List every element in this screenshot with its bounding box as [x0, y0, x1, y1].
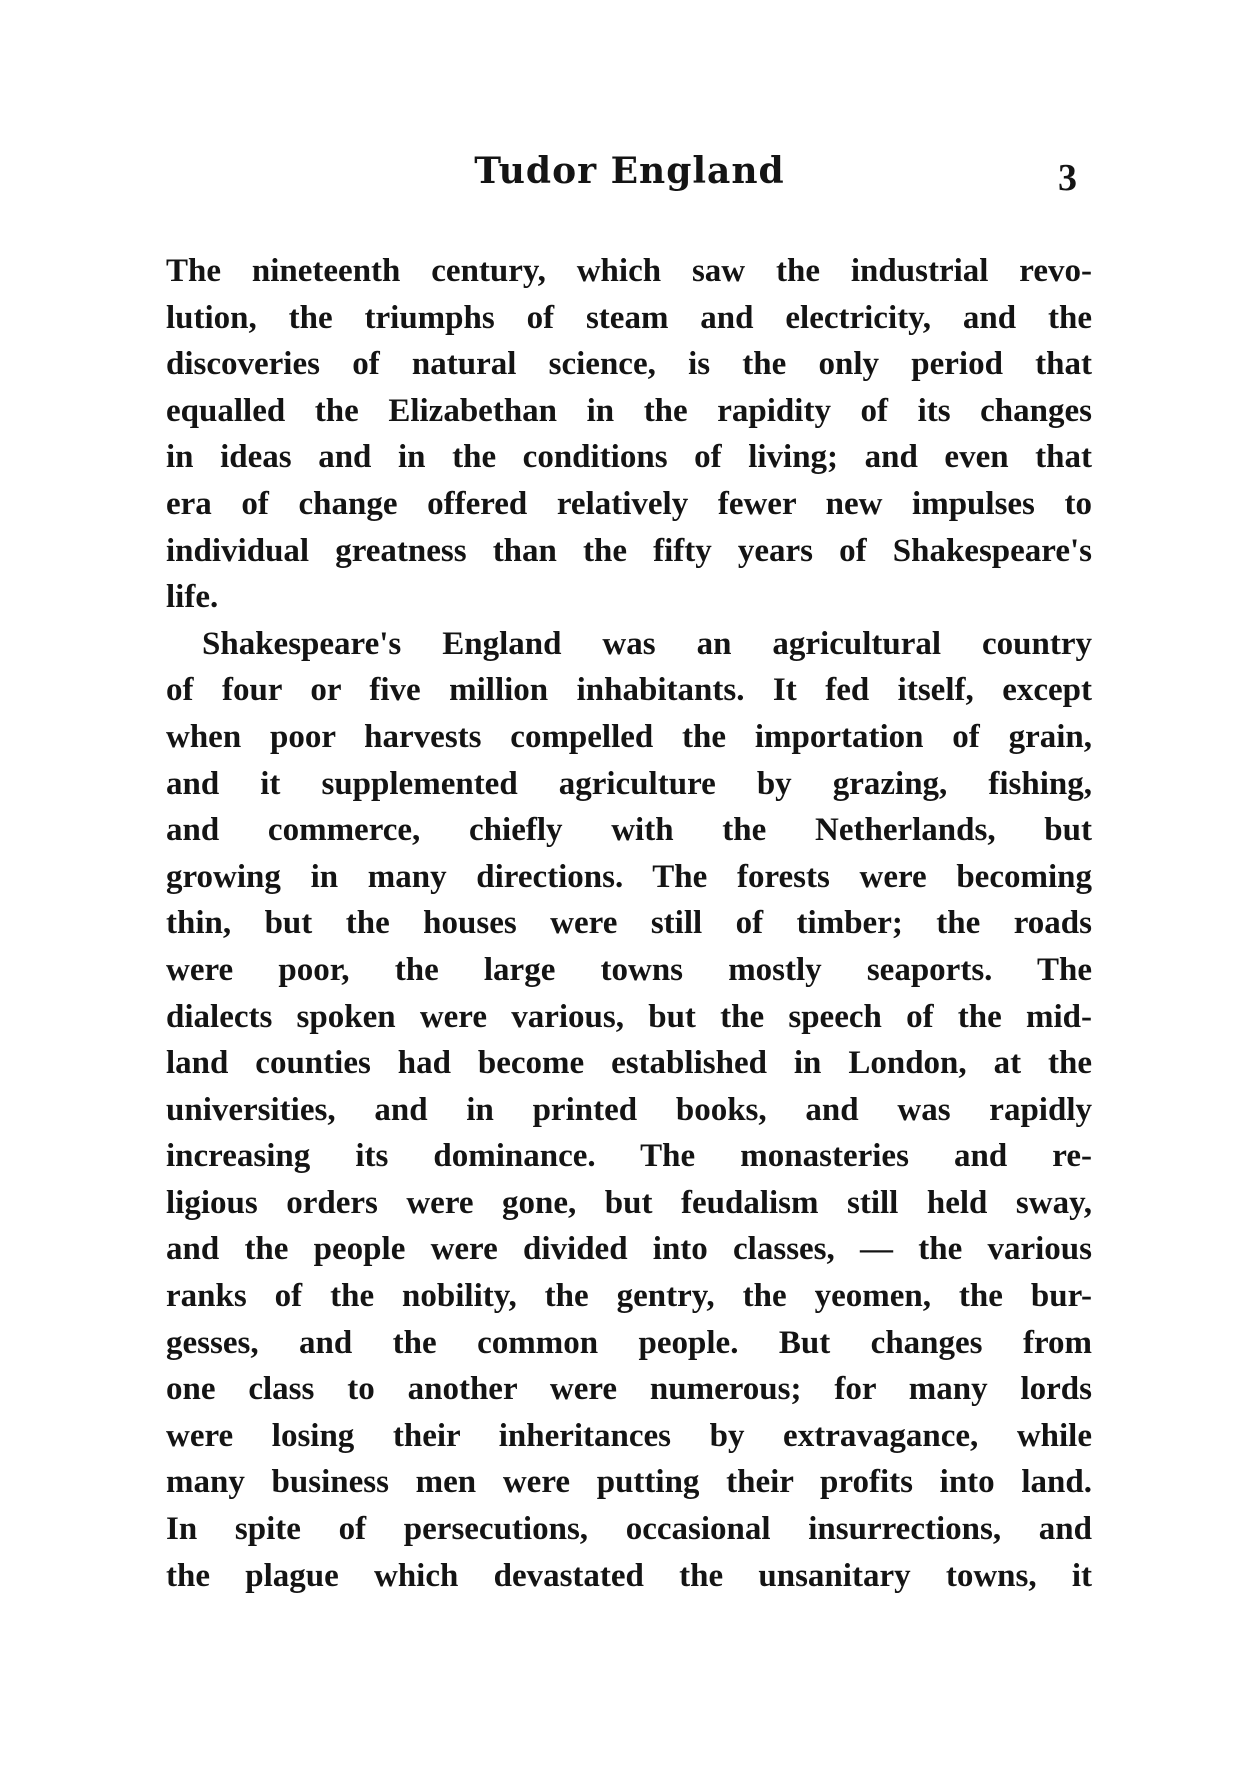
text-line: many business men were putting their profits into land.: [166, 1464, 1092, 1501]
text-line: were losing their inheritances by extravagance, while: [166, 1417, 1092, 1454]
text-line: individual greatness than the fifty years of Shakespeare's: [166, 532, 1092, 569]
text-line: equalled the Elizabethan in the rapidity of its changes: [166, 392, 1092, 429]
text-line: life.: [166, 579, 219, 616]
text-line: and the people were divided into classes, — the various: [166, 1231, 1092, 1268]
text-line: thin, but the houses were still of timber; the roads: [166, 905, 1092, 942]
text-line: increasing its dominance. The monasteries and re-: [166, 1138, 1092, 1175]
text-line: era of change offered relatively fewer new impulses to: [166, 485, 1092, 522]
running-head: [0, 150, 1259, 210]
text-line: The nineteenth century, which saw the industrial revo-: [166, 253, 1092, 289]
text-line: universities, and in printed books, and was rapidly: [166, 1091, 1092, 1128]
text-line: were poor, the large towns mostly seaports. The: [166, 951, 1092, 988]
text-line: the plague which devastated the unsanitary towns, it: [166, 1557, 1092, 1594]
text-line: growing in many directions. The forests were becoming: [166, 858, 1092, 895]
body-text: [166, 248, 1092, 1599]
text-line: of four or five million inhabitants. It fed itself, except: [166, 672, 1092, 709]
running-title: Tudor England: [474, 150, 785, 192]
text-line: dialects spoken were various, but the speech of the mid-: [166, 998, 1092, 1035]
text-line: gesses, and the common people. But changes from: [166, 1324, 1092, 1361]
text-line: land counties had become established in London, at the: [166, 1045, 1092, 1082]
text-line: and commerce, chiefly with the Netherlands, but: [166, 812, 1092, 849]
text-line: one class to another were numerous; for many lords: [166, 1371, 1092, 1408]
text-line: in ideas and in the conditions of living; and even that: [166, 439, 1092, 476]
text-line: and it supplemented agriculture by grazing, fishing,: [166, 765, 1092, 802]
text-line: discoveries of natural science, is the only period that: [166, 346, 1092, 383]
text-line: when poor harvests compelled the importation of grain,: [166, 718, 1092, 755]
text-line: ligious orders were gone, but feudalism still held sway,: [166, 1184, 1092, 1221]
text-line: In spite of persecutions, occasional insurrections, and: [166, 1511, 1092, 1548]
text-line: Shakespeare's England was an agricultural country: [202, 625, 1092, 662]
text-line: ranks of the nobility, the gentry, the yeomen, the bur-: [166, 1278, 1092, 1315]
text-line: lution, the triumphs of steam and electricity, and the: [166, 299, 1092, 336]
page-number: 3: [1058, 157, 1077, 199]
